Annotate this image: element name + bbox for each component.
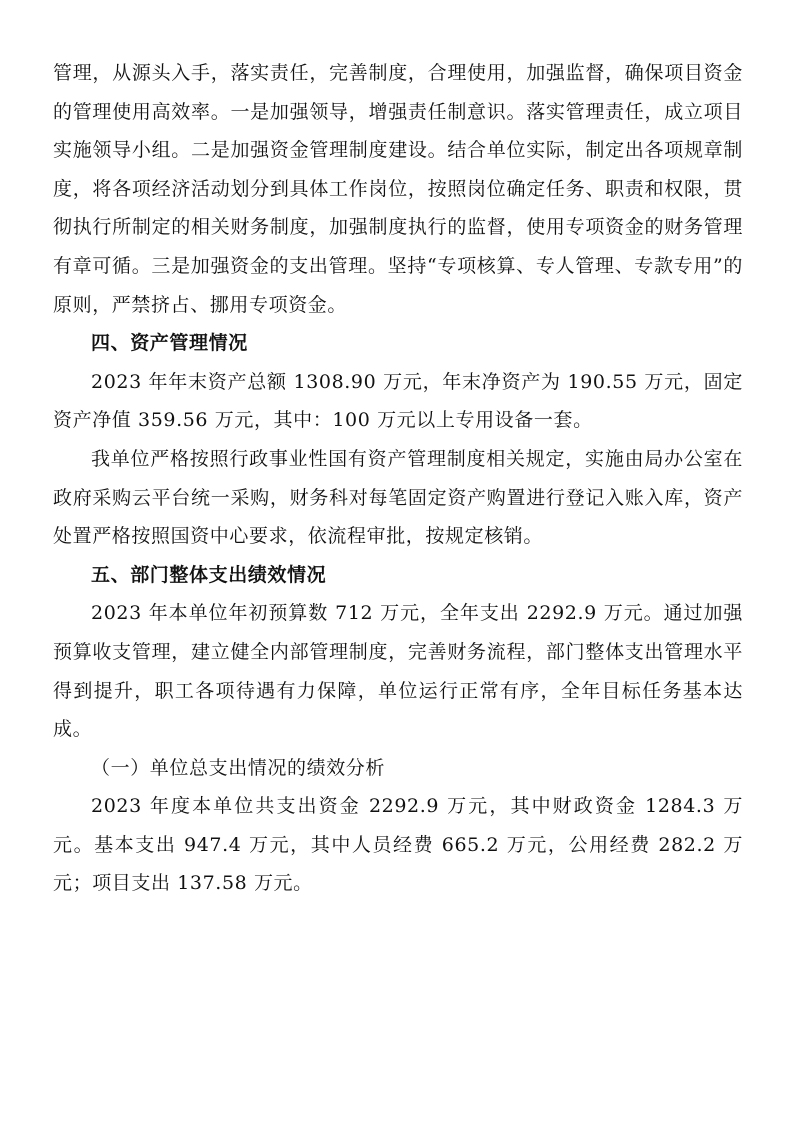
paragraph-asset-totals: 2023 年年末资产总额 1308.90 万元，年末净资产为 190.55 万元，固定资产净值 359.56 万元，其中：100 万元以上专用设备一套。 <box>53 370 743 432</box>
subsection-heading-total-expenditure: （一）单位总支出情况的绩效分析 <box>91 756 386 779</box>
paragraph-fund-management: 管理，从源头入手，落实责任，完善制度，合理使用，加强监督，确保项目资金的管理使用高效率。一是加强领导，增强责任制意识。落实管理责任，成立项目实施领导小组。二是加强资金管理制度建设。结合单位实际，制定出各项规章制度，将各项经济活动划分到具体工作岗位，按照岗位确定任务、职责和权限，贯彻执行所制定的相关财务制度，加强制度执行的监督，使用专项资金的财务管理有章可循。三是加强资金的支出管理。坚持“专项核算、专人管理、专款专用”的原则，严禁挤占、挪用专项资金。 <box>53 62 743 316</box>
paragraph-expenditure-details: 2023 年度本单位共支出资金 2292.9 万元，其中财政资金 1284.3 万元。基本支出 947.4 万元，其中人员经费 665.2 万元，公用经费 282.2 万元；项目支出 137.58 万元。 <box>53 795 743 895</box>
section-heading-expenditure-performance: 五、部门整体支出绩效情况 <box>91 563 327 586</box>
paragraph-asset-procedures: 我单位严格按照行政事业性国有资产管理制度相关规定，实施由局办公室在政府采购云平台统一采购，财务科对每笔固定资产购置进行登记入账入库，资产处置严格按照国资中心要求，依流程审批，按规定核销。 <box>53 447 743 548</box>
paragraph-budget-summary: 2023 年本单位年初预算数 712 万元，全年支出 2292.9 万元。通过加强预算收支管理，建立健全内部管理制度，完善财务流程，部门整体支出管理水平得到提升，职工各项待遇有力保障，单位运行正常有序，全年目标任务基本达成。 <box>53 602 743 741</box>
document-page <box>53 54 743 903</box>
section-heading-asset-management: 四、资产管理情况 <box>91 332 248 355</box>
